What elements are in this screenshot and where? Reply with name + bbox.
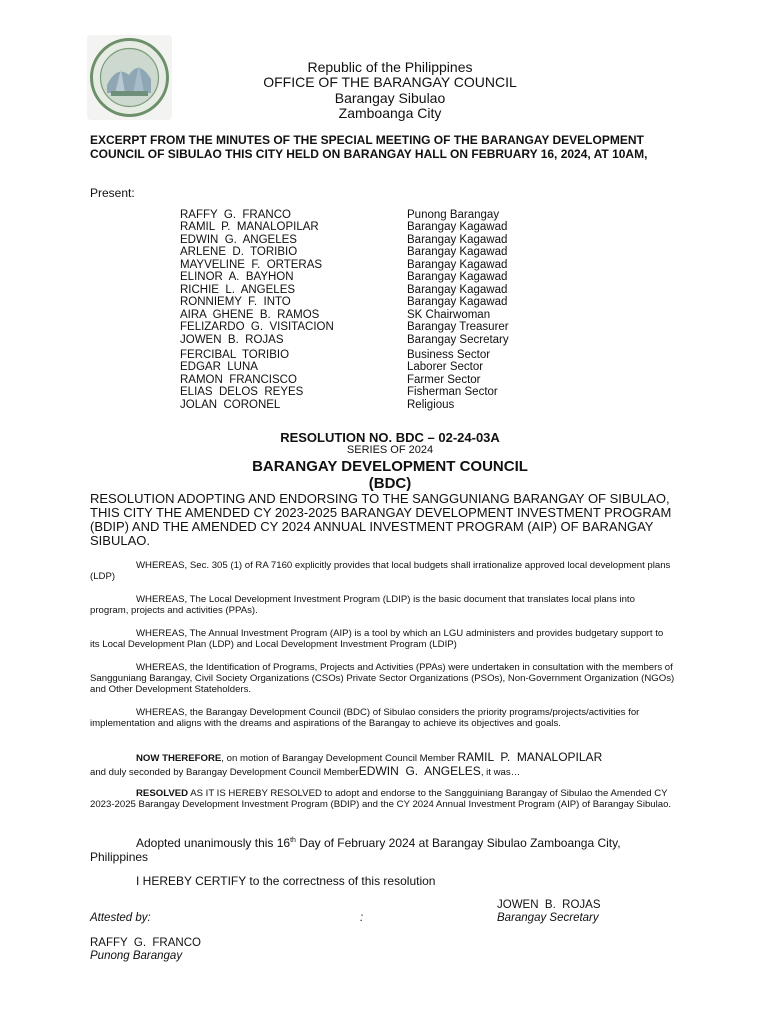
attendee-position: Barangay Kagawad (407, 221, 508, 233)
attendee-name: FERCIBAL TORIBIO (180, 349, 290, 361)
adopted-sup: th (290, 837, 296, 844)
whereas-text: WHEREAS, The Annual Investment Program (AIP) is a tool by which an LGU administers and provides budgetary support to its Local Development Plan (LDP) and Local Development Investment Program (LDIP) (90, 628, 664, 650)
attendee-position: Barangay Kagawad (407, 296, 508, 308)
whereas-clause (90, 594, 675, 616)
attendee-name: ELIAS DELOS REYES (180, 386, 304, 398)
attendee-name: ARLENE D. TORIBIO (180, 246, 298, 258)
attendee-position: Religious (407, 399, 455, 411)
header-office: OFFICE OF THE BARANGAY COUNCIL (263, 74, 517, 90)
attendee-name: EDGAR LUNA (180, 361, 258, 373)
whereas-text: WHEREAS, The Local Development Investment Program (LDIP) is the basic document that translates local plans into program, projects and activities (PPAs). (90, 594, 635, 616)
attendee-position: Barangay Kagawad (407, 246, 508, 258)
attendee-position: Barangay Kagawad (407, 234, 508, 246)
attendee-name: EDWIN G. ANGELES (180, 234, 297, 246)
certify-statement (90, 874, 675, 888)
whereas-clause (90, 560, 675, 582)
resolved-lead: RESOLVED (136, 788, 189, 799)
now-therefore-text1: , on motion of Barangay Development Council Member (221, 753, 458, 764)
attendee-name: RAMON FRANCISCO (180, 374, 297, 386)
attendee-position: Barangay Kagawad (407, 271, 508, 283)
header-barangay: Barangay Sibulao (334, 90, 446, 106)
attendee-position: Barangay Kagawad (407, 259, 508, 271)
resolution-series: SERIES OF 2024 (346, 444, 434, 456)
council-name (0, 458, 768, 492)
attendee-name: JOWEN B. ROJAS (180, 334, 284, 346)
adopted-statement (90, 834, 675, 864)
whereas-clause (90, 628, 675, 650)
now-therefore-lead: NOW THEREFORE (136, 753, 222, 764)
attendee-position: Fisherman Sector (407, 386, 498, 398)
excerpt-heading: EXCERPT FROM THE MINUTES OF THE SPECIAL MEETING OF THE BARANGAY DEVELOPMENT COUNCIL OF SIBULAO THIS CITY HELD ON BARANGAY HALL ON FEBRUARY 16, 2024, AT 10AM, (90, 133, 648, 161)
adopted-after: Day of February 2024 at Barangay Sibulao Zamboanga City, Philippines (90, 836, 621, 864)
attendee-position: Laborer Sector (407, 361, 484, 373)
resolved-text: AS IT IS HEREBY RESOLVED to adopt and endorse to the Sangguiniang Barangay of Sibulao the Amended CY 2023-2025 Barangay Development Investment Program (BDIP) and the CY 2024 Annual Investment Program (AIP) of Barangay Sibulao. (90, 788, 672, 810)
attendee-name: AIRA GHENE B. RAMOS (180, 309, 320, 321)
resolved-clause (90, 788, 675, 810)
attendee-name: ELINOR A. BAYHON (180, 271, 294, 283)
attendee-position: SK Chairwoman (407, 309, 491, 321)
punong-name: RAFFY G. FRANCO (90, 937, 201, 949)
attendee-name: RICHIE L. ANGELES (180, 284, 296, 296)
header-city: Zamboanga City (338, 105, 442, 121)
resolution-title: RESOLUTION ADOPTING AND ENDORSING TO THE SANGGUNIANG BARANGAY OF SIBULAO, THIS CITY THE AMENDED CY 2023-2025 BARANGAY DEVELOPMENT INVESTMENT PROGRAM (BDIP) AND THE AMENDED CY 2024 ANNUAL INVESTMENT PROGRAM (AIP) OF BARANGAY SIBULAO. (90, 491, 672, 548)
certify-text: I HEREBY CERTIFY to the correctness of this resolution (136, 874, 436, 888)
attendee-name: JOLAN CORONEL (180, 399, 281, 411)
attested-label: Attested by: (90, 912, 151, 924)
attendee-position: Barangay Kagawad (407, 284, 508, 296)
attendee-position: Punong Barangay (407, 209, 500, 221)
attendee-position: Barangay Treasurer (407, 321, 509, 333)
attendee-name: RONNIEMY F. INTO (180, 296, 291, 308)
now-therefore-text2: and duly seconded by Barangay Development Council Member (90, 767, 359, 778)
header-country: Republic of the Philippines (307, 59, 473, 75)
attendee-name: FELIZARDO G. VISITACION (180, 321, 334, 333)
seconder-name: EDWIN G. ANGELES (358, 764, 481, 778)
mover-name: RAMIL P. MANALOPILAR (457, 750, 603, 764)
council-name-text: BARANGAY DEVELOPMENT COUNCIL (252, 458, 528, 475)
whereas-text: WHEREAS, the Identification of Programs, Projects and Activities (PPAs) were undertaken in consultation with the members of Sangguniang Barangay, Civil Society Organizations (CSOs) Private Sector Organizations (PSOs), Non-Government Organization (NGOs) and Other Development Stateholders. (90, 662, 675, 695)
attendee-name: RAMIL P. MANALOPILAR (180, 221, 319, 233)
now-therefore-text3: , it was… (480, 767, 521, 778)
resolution-number: RESOLUTION NO. BDC – 02-24-03A (280, 430, 500, 445)
punong-title: Punong Barangay (90, 950, 183, 962)
whereas-clause (90, 707, 675, 729)
council-abbr: (BDC) (368, 475, 412, 492)
attested-colon: : (360, 912, 364, 924)
adopted-before: Adopted unanimously this 16 (136, 836, 291, 850)
whereas-text: WHEREAS, the Barangay Development Council (BDC) of Sibulao considers the priority programs/projects/activities for implementation and aligns with the dreams and aspirations of the Barangay to achieve its objectives and goals. (90, 707, 640, 729)
present-label: Present: (90, 186, 135, 200)
attendee-position: Business Sector (407, 349, 491, 361)
secretary-title: Barangay Secretary (497, 912, 599, 924)
whereas-text: WHEREAS, Sec. 305 (1) of RA 7160 explicitly provides that local budgets shall irrationalize approved local development plans (LDP) (90, 560, 671, 582)
whereas-clause (90, 662, 675, 695)
now-therefore-clause (90, 751, 675, 779)
attendee-name: MAYVELINE F. ORTERAS (180, 259, 323, 271)
attendee-name: RAFFY G. FRANCO (180, 209, 291, 221)
secretary-name: JOWEN B. ROJAS (497, 899, 601, 911)
attendee-position: Farmer Sector (407, 374, 481, 386)
attendee-position: Barangay Secretary (407, 334, 509, 346)
